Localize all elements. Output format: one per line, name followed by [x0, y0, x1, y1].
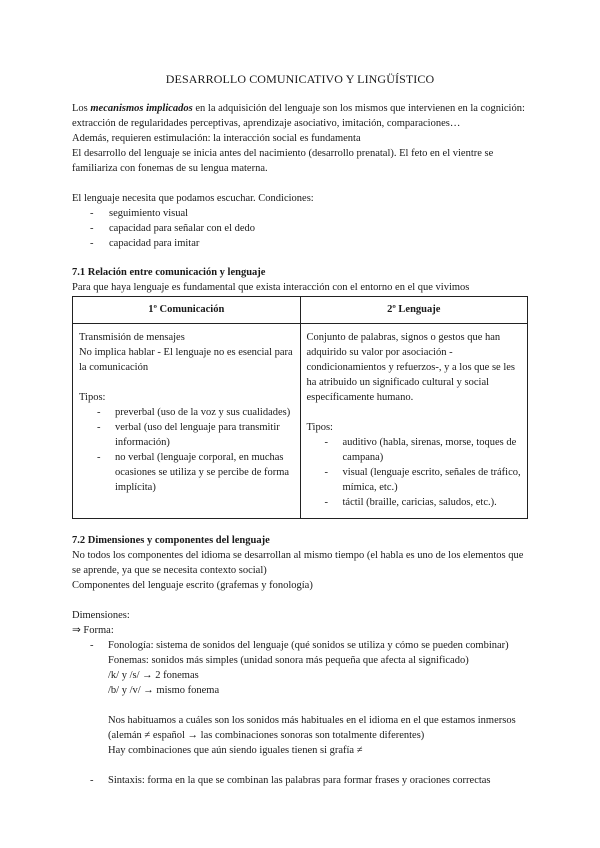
habituation-text: Hay combinaciones que aún siendo iguales tienen si grafía ≠ — [108, 745, 363, 756]
fonologia-text: Fonología: sistema de sonidos del lenguaje (qué sonidos se utiliza y cómo se pueden combinar) — [108, 640, 509, 651]
list-item: - Sintaxis: forma en la que se combinan las palabras para formar frases y oraciones correctas — [72, 773, 528, 788]
section-lead: Para que haya lenguaje es fundamental que exista interacción con el entorno en el que vivimos — [72, 282, 470, 293]
section-paragraph: No todos los componentes del idioma se desarrollan al mismo tiempo (el habla es uno de los elementos que se aprende, ya que se necesita contexto social) — [72, 550, 524, 576]
forma-label: ⇒ Forma: — [72, 625, 114, 636]
list-item: - seguimiento visual — [72, 206, 528, 221]
section-heading-7-2: 7.2 Dimensiones y componentes del lenguaje — [72, 535, 270, 546]
bold-term: mecanismos implicados — [90, 103, 193, 114]
list-item: - preverbal (uso de la voz y sus cualidades) — [79, 405, 294, 420]
conditions-list — [72, 206, 528, 251]
example-line: /k/ y /s/ → 2 fonemas — [108, 670, 199, 681]
table-header-lenguaje: 2º Lenguaje — [300, 297, 528, 324]
fonemas-text: Fonemas: sonidos más simples (unidad sonora más pequeña que afecta al significado) — [108, 655, 469, 666]
lenguaje-types-list — [307, 435, 522, 510]
table-cell-comunicacion: Transmisión de mensajes No implica hablar - El lenguaje no es esencial para la comunicación Tipos: - preverbal (uso de la voz y sus cualidades) - verbal (uso del lenguaje para transmitir información) - no verbal (lenguaje corporal, en muchas ocasiones se utiliza y se percibe de forma implícita) — [73, 324, 301, 519]
table-cell-lenguaje: Conjunto de palabras, signos o gestos que han adquirido su valor por asociación -condicionamientos y refuerzos-, y a los que se les ha atribuido un significado cultural y social específicamente humano. Tipos: - auditivo (habla, sirenas, morse, toques de campana) - visual (lenguaje escrito, señales de tráfico, mímica, etc.) - táctil (braille, caricias, saludos, etc.). — [300, 324, 528, 519]
list-item: - capacidad para señalar con el dedo — [72, 221, 528, 236]
list-item: - no verbal (lenguaje corporal, en muchas ocasiones se utiliza y se percibe de forma implícita) — [79, 450, 294, 495]
conditions-lead: El lenguaje necesita que podamos escuchar. Condiciones: — [72, 193, 314, 204]
comunicacion-types-list — [79, 405, 294, 495]
document-page — [72, 72, 528, 788]
dimensions-label: Dimensiones: — [72, 610, 130, 621]
sintaxis-text: Sintaxis: forma en la que se combinan las palabras para formar frases y oraciones correctas — [108, 775, 491, 786]
comparison-table — [72, 296, 528, 519]
intro-stimulation: Además, requieren estimulación: la interacción social es fundamenta — [72, 133, 361, 144]
table-header-comunicacion: 1º Comunicación — [73, 297, 301, 324]
list-item: - táctil (braille, caricias, saludos, etc.). — [307, 495, 522, 510]
habituation-text: (alemán ≠ español → las combinaciones sonoras son totalmente diferentes) — [108, 730, 425, 741]
intro-paragraph: Los mecanismos implicados en la adquisición del lenguaje son los mismos que intervienen en la cognición: extracción de regularidades perceptivas, aprendizaje asociativo, imitación, comparaciones… — [72, 103, 525, 129]
section-heading-7-1: 7.1 Relación entre comunicación y lenguaje — [72, 267, 266, 278]
section-paragraph: Componentes del lenguaje escrito (grafemas y fonología) — [72, 580, 313, 591]
example-line: /b/ y /v/ → mismo fonema — [108, 685, 220, 696]
intro-prenatal: El desarrollo del lenguaje se inicia antes del nacimiento (desarrollo prenatal). El feto en el vientre se familiariza con fonemas de su lengua materna. — [72, 148, 494, 174]
list-item: - visual (lenguaje escrito, señales de tráfico, mímica, etc.) — [307, 465, 522, 495]
page-title: DESARROLLO COMUNICATIVO Y LINGÜÍSTICO — [165, 72, 435, 86]
list-item: - auditivo (habla, sirenas, morse, toques de campana) — [307, 435, 522, 465]
list-item: - capacidad para imitar — [72, 236, 528, 251]
list-item: - verbal (uso del lenguaje para transmitir información) — [79, 420, 294, 450]
list-item: - Fonología: sistema de sonidos del lenguaje (qué sonidos se utiliza y cómo se pueden combinar) Fonemas: sonidos más simples (unidad sonora más pequeña que afecta al significado) /k/ y /s/ → 2 fonemas /b/ y /v/ → mismo fonema Nos habituamos a cuáles son los sonidos más habituales en el idioma en el que estamos inmersos (alemán ≠ español → las combinaciones sonoras son totalmente diferentes) Hay combinaciones que aún siendo iguales tienen si grafía ≠ — [72, 638, 528, 758]
habituation-text: Nos habituamos a cuáles son los sonidos más habituales en el idioma en el que estamos inmersos — [108, 715, 516, 726]
